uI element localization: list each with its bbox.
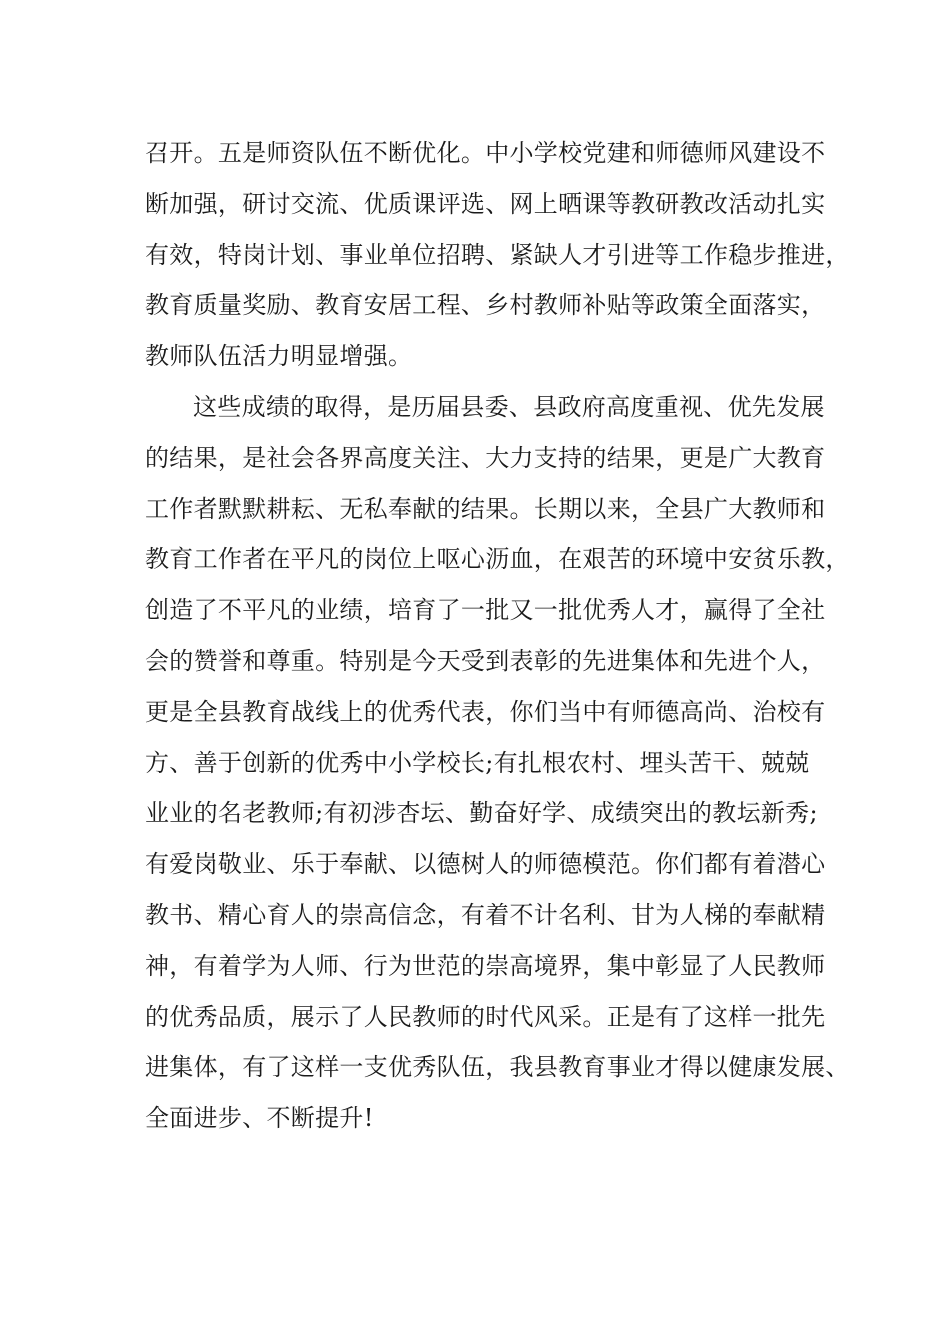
text-line: 更是全县教育战线上的优秀代表，你们当中有师德高尚、治校有 <box>145 697 826 726</box>
text-line: 教书、精心育人的崇高信念，有着不计名利、甘为人梯的奉献精 <box>145 900 826 929</box>
body-text <box>145 128 850 1144</box>
text-line: 教师队伍活力明显增强。 <box>145 342 413 371</box>
text-line: 神，有着学为人师、行为世范的崇高境界，集中彰显了人民教师 <box>145 951 826 980</box>
text-line: 会的赞誉和尊重。特别是今天受到表彰的先进集体和先进个人， <box>145 646 826 675</box>
text-line: 全面进步、不断提升! <box>145 1104 374 1133</box>
text-line: 有爱岗敬业、乐于奉献、以德树人的师德模范。你们都有着潜心 <box>145 850 826 879</box>
text-line: 教育质量奖励、教育安居工程、乡村教师补贴等政策全面落实， <box>145 291 826 320</box>
paragraph-2 <box>145 382 850 1144</box>
text-line: 创造了不平凡的业绩，培育了一批又一批优秀人才，赢得了全社 <box>145 596 826 625</box>
text-line: 进集体，有了这样一支优秀队伍，我县教育事业才得以健康发展、 <box>145 1053 850 1082</box>
text-line: 教育工作者在平凡的岗位上呕心沥血，在艰苦的环境中安贫乐教， <box>145 545 850 574</box>
text-line: 有效，特岗计划、事业单位招聘、紧缺人才引进等工作稳步推进， <box>145 240 850 269</box>
paragraph-1 <box>145 128 850 382</box>
text-line: 业业的名老教师;有初涉杏坛、勤奋好学、成绩突出的教坛新秀; <box>145 799 818 828</box>
text-line: 召开。五是师资队伍不断优化。中小学校党建和师德师风建设不 <box>145 139 826 167</box>
text-line: 断加强，研讨交流、优质课评选、网上晒课等教研教改活动扎实 <box>145 189 826 218</box>
text-line: 这些成绩的取得，是历届县委、县政府高度重视、优先发展 <box>193 392 825 421</box>
text-line: 的结果，是社会各界高度关注、大力支持的结果，更是广大教育 <box>145 443 826 472</box>
text-line: 方、善于创新的优秀中小学校长;有扎根农村、埋头苦干、兢兢 <box>145 748 810 777</box>
text-line: 的优秀品质，展示了人民教师的时代风采。正是有了这样一批先 <box>145 1002 826 1031</box>
text-line: 工作者默默耕耘、无私奉献的结果。长期以来，全县广大教师和 <box>145 494 826 523</box>
